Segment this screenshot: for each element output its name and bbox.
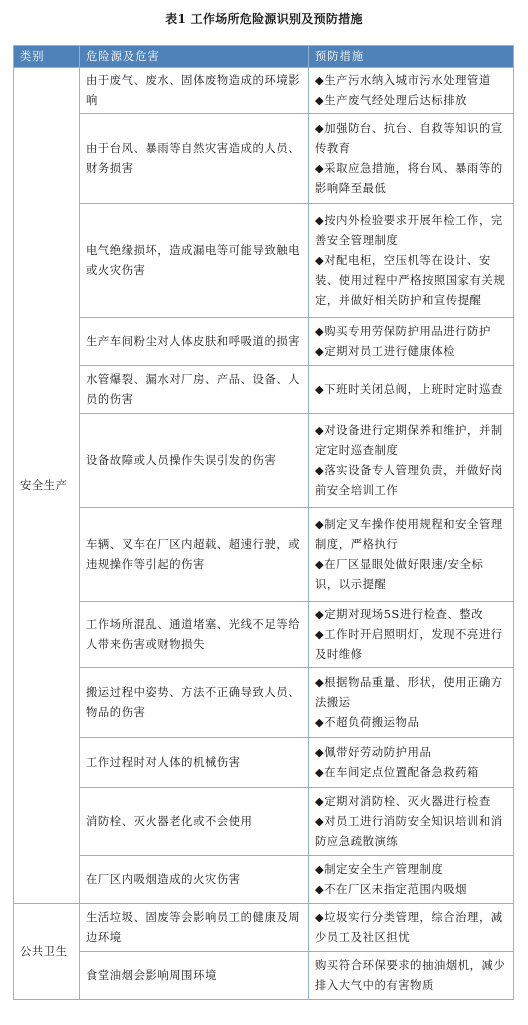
hazard-cell: 生产车间粉尘对人体皮肤和呼吸道的损害 xyxy=(80,318,309,366)
hazard-cell: 车辆、叉车在厂区内超载、超速行驶，或违规操作等引起的伤害 xyxy=(80,508,309,602)
measures-cell xyxy=(309,204,514,318)
measure-item: ◆不超负荷搬运物品 xyxy=(315,715,420,729)
measure-item: ◆对设备进行定期保养和维护，并制定定时巡查制度 xyxy=(315,423,503,457)
table-row xyxy=(14,738,514,788)
measure-item: 购买符合环保要求的抽油烟机，减少排入大气中的有害物质 xyxy=(315,958,506,992)
measure-item: ◆加强防台、抗台、自救等知识的宣传教育 xyxy=(315,121,503,155)
hazard-cell: 工作过程时对人体的机械伤害 xyxy=(80,738,309,788)
measure-item: ◆落实设备专人管理负责，并做好岗前安全培训工作 xyxy=(315,463,503,497)
table-row xyxy=(14,508,514,602)
table-row xyxy=(14,788,514,856)
hazard-cell: 消防栓、灭火器老化或不会使用 xyxy=(80,788,309,856)
measure-item: ◆采取应急措施，将台风、暴雨等的影响降至最低 xyxy=(315,161,503,195)
measure-item: ◆生产废气经处理后达标排放 xyxy=(315,93,468,107)
table-row xyxy=(14,668,514,738)
measure-item: ◆制定安全生产管理制度 xyxy=(315,862,444,876)
hazard-cell: 设备故障或人员操作失误引发的伤害 xyxy=(80,414,309,508)
hazard-cell: 食堂油烟会影响周围环境 xyxy=(80,952,309,1000)
measure-item: ◆垃圾实行分类管理，综合治理，减少员工及社区担忧 xyxy=(315,910,503,944)
table-row xyxy=(14,904,514,952)
measure-item: ◆在厂区显眼处做好限速/安全标识，以示提醒 xyxy=(315,557,484,591)
header-measures: 预防措施 xyxy=(309,46,514,68)
table-header-row xyxy=(14,46,514,68)
table-row xyxy=(14,366,514,414)
hazard-cell: 由于废气、废水、固体废物造成的环境影响 xyxy=(80,68,309,114)
measures-cell xyxy=(309,952,514,1000)
table-row xyxy=(14,204,514,318)
header-hazard: 危险源及危害 xyxy=(80,46,309,68)
measure-item: ◆购买专用劳保防护用品进行防护 xyxy=(315,324,491,338)
measures-cell xyxy=(309,68,514,114)
measures-cell xyxy=(309,738,514,788)
hazard-cell: 在厂区内吸烟造成的火灾伤害 xyxy=(80,856,309,904)
hazard-table xyxy=(13,45,514,1000)
table-row xyxy=(14,856,514,904)
measures-cell xyxy=(309,668,514,738)
measures-cell xyxy=(309,788,514,856)
hazard-cell: 水管爆裂、漏水对厂房、产品、设备、人员的伤害 xyxy=(80,366,309,414)
measure-item: ◆制定叉车操作使用规程和安全管理制度，严格执行 xyxy=(315,517,503,551)
category-cell: 安全生产 xyxy=(14,68,80,904)
hazard-cell: 生活垃圾、固废等会影响员工的健康及周边环境 xyxy=(80,904,309,952)
measure-item: ◆不在厂区未指定范围内吸烟 xyxy=(315,882,468,896)
measure-item: ◆下班时关闭总阀，上班时定时巡查 xyxy=(315,382,503,396)
hazard-cell: 电气绝缘损坏，造成漏电等可能导致触电或火灾伤害 xyxy=(80,204,309,318)
measure-item: ◆根据物品重量、形状，使用正确方法搬运 xyxy=(315,675,503,709)
measure-item: ◆工作时开启照明灯，发现不亮进行及时维修 xyxy=(315,627,503,661)
measure-item: ◆定期对消防栓、灭火器进行检查 xyxy=(315,794,491,808)
table-caption: 表1 工作场所危险源识别及预防措施 xyxy=(165,12,363,26)
measure-item: ◆在车间定点位置配备急救药箱 xyxy=(315,765,479,779)
table-row xyxy=(14,952,514,1000)
measure-item: ◆定期对现场5S进行检查、整改 xyxy=(315,607,484,621)
measure-item: ◆生产污水纳入城市污水处理管道 xyxy=(315,73,491,87)
measure-item: ◆佩带好劳动防护用品 xyxy=(315,745,432,759)
table-row xyxy=(14,68,514,114)
measures-cell xyxy=(309,114,514,204)
measure-item: ◆对配电柜，空压机等在设计、安装、使用过程中严格按照国家有关规定，并做好相关防护和宣传提醒 xyxy=(315,253,506,307)
table-row xyxy=(14,318,514,366)
measures-cell xyxy=(309,904,514,952)
measures-cell xyxy=(309,414,514,508)
hazard-cell: 工作场所混乱、通道堵塞、光线不足等给人带来伤害或财物损失 xyxy=(80,602,309,668)
table-body xyxy=(14,68,514,1000)
category-cell: 公共卫生 xyxy=(14,904,80,1000)
measures-cell xyxy=(309,366,514,414)
header-category: 类别 xyxy=(14,46,80,68)
measures-cell xyxy=(309,508,514,602)
hazard-cell: 搬运过程中姿势、方法不正确导致人员、物品的伤害 xyxy=(80,668,309,738)
measure-item: ◆定期对员工进行健康体检 xyxy=(315,344,456,358)
table-row xyxy=(14,602,514,668)
measure-item: ◆按内外检验要求开展年检工作，完善安全管理制度 xyxy=(315,213,503,247)
measure-item: ◆对员工进行消防安全知识培训和消防应急疏散演练 xyxy=(315,814,503,848)
hazard-cell: 由于台风、暴雨等自然灾害造成的人员、财务损害 xyxy=(80,114,309,204)
measures-cell xyxy=(309,856,514,904)
measures-cell xyxy=(309,602,514,668)
measures-cell xyxy=(309,318,514,366)
table-row xyxy=(14,414,514,508)
table-row xyxy=(14,114,514,204)
